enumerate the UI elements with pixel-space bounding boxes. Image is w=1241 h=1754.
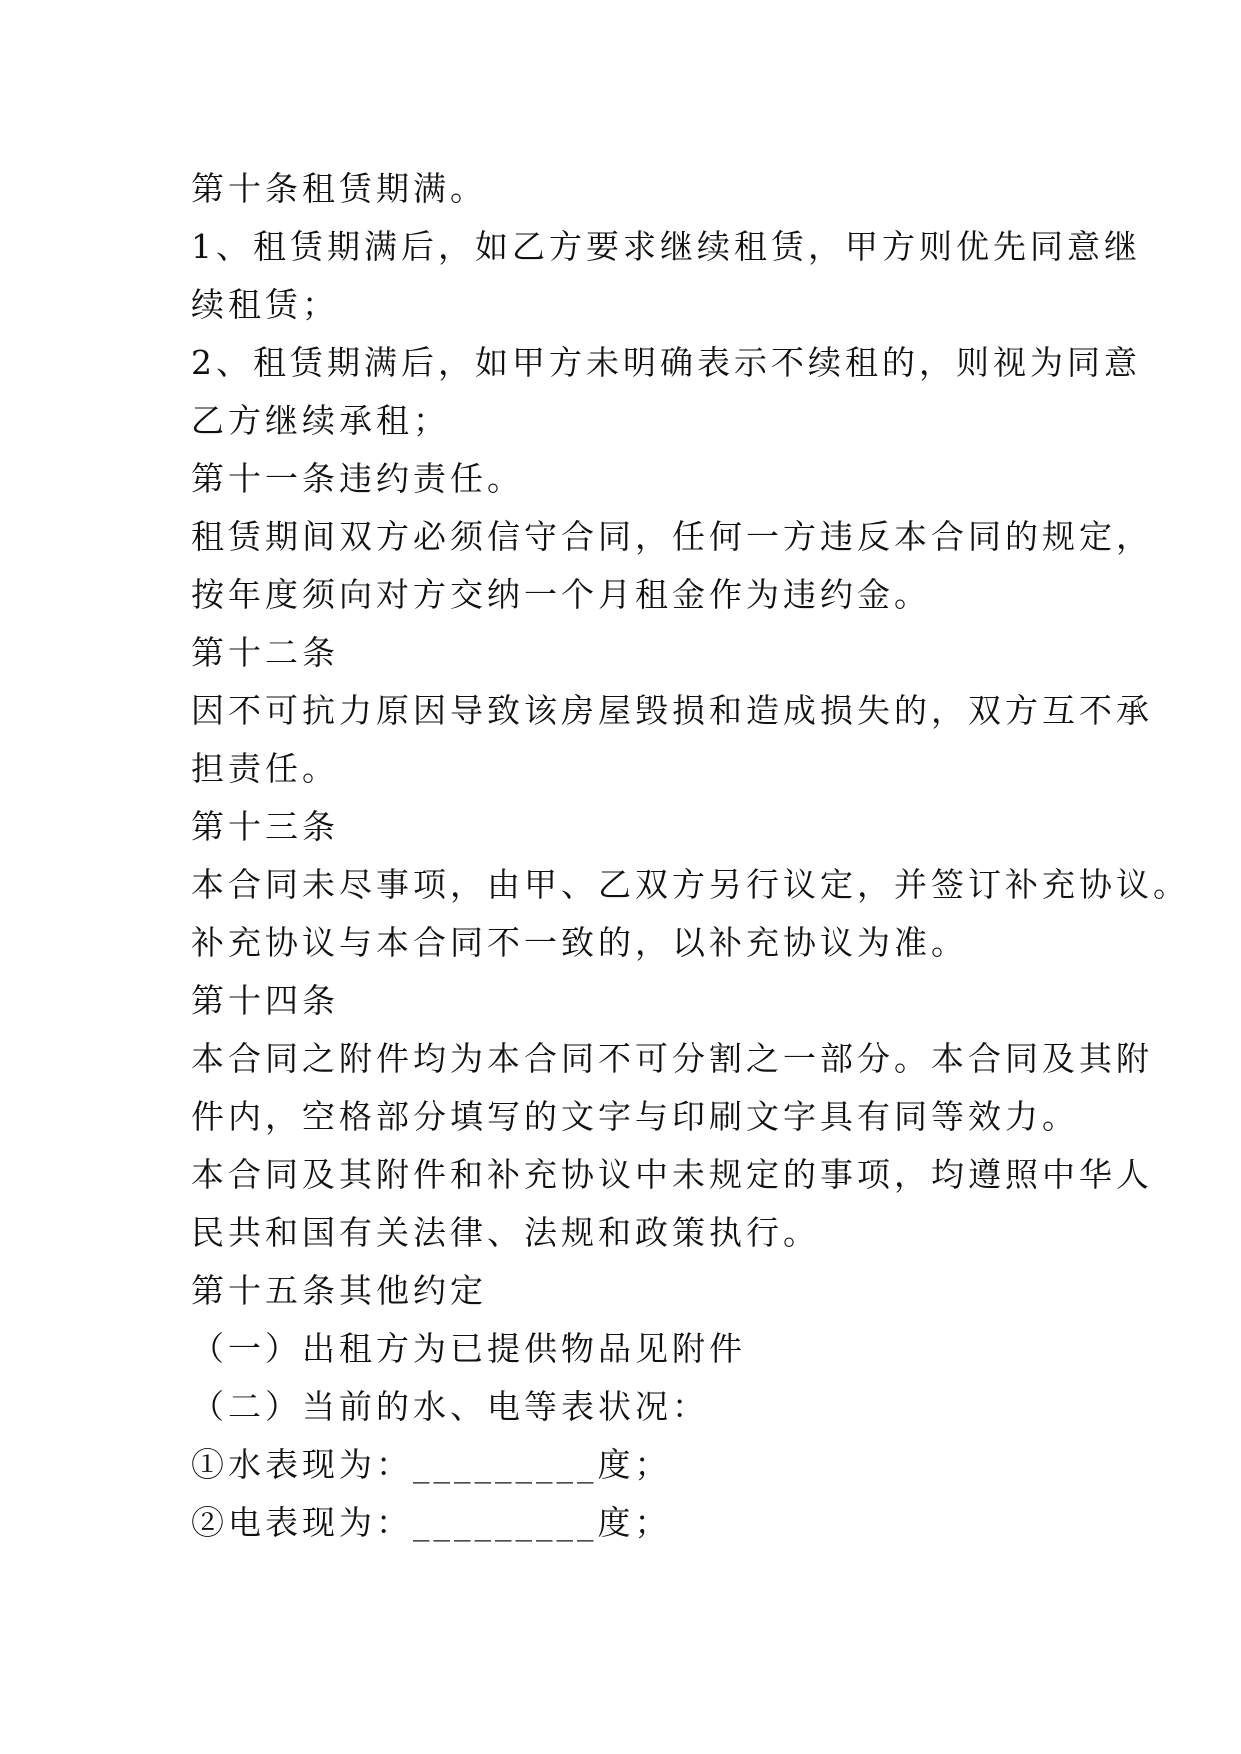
paragraph-line: 本合同及其附件和补充协议中未规定的事项，均遵照中华人 <box>191 1155 1153 1194</box>
paragraph-line: 租赁期间双方必须信守合同，任何一方违反本合同的规定， <box>191 517 1153 556</box>
paragraph-line: 乙方继续承租； <box>191 401 450 440</box>
paragraph-line: 件内，空格部分填写的文字与印刷文字具有同等效力。 <box>191 1097 1079 1136</box>
paragraph-line: 本合同之附件均为本合同不可分割之一部分。本合同及其附 <box>191 1039 1153 1078</box>
article-heading: 第十五条其他约定 <box>191 1271 487 1310</box>
paragraph-line: 担责任。 <box>191 749 339 788</box>
article-heading: 第十二条 <box>191 633 339 672</box>
paragraph-line: 1、租赁期满后，如乙方要求继续租赁，甲方则优先同意继 <box>191 227 1141 266</box>
water-meter-field: ①水表现为：_________度； <box>191 1445 672 1484</box>
electric-meter-field: ②电表现为：_________度； <box>191 1503 672 1542</box>
document-body <box>191 160 1190 1552</box>
paragraph-line: 2、租赁期满后，如甲方未明确表示不续租的，则视为同意 <box>191 343 1141 382</box>
paragraph-line: 本合同未尽事项，由甲、乙双方另行议定，并签订补充协议。 <box>191 865 1190 904</box>
article-heading: 第十一条违约责任。 <box>191 459 524 498</box>
article-heading: 第十三条 <box>191 807 339 846</box>
article-heading: 第十四条 <box>191 981 339 1020</box>
paragraph-line: 补充协议与本合同不一致的，以补充协议为准。 <box>191 923 968 962</box>
paragraph-line: 续租赁； <box>191 285 339 324</box>
paragraph-line: 民共和国有关法律、法规和政策执行。 <box>191 1213 820 1252</box>
paragraph-line: 因不可抗力原因导致该房屋毁损和造成损失的，双方互不承 <box>191 691 1153 730</box>
list-item: （二）当前的水、电等表状况： <box>191 1387 709 1426</box>
paragraph-line: 按年度须向对方交纳一个月租金作为违约金。 <box>191 575 931 614</box>
list-item: （一）出租方为已提供物品见附件 <box>191 1329 746 1368</box>
article-heading: 第十条租赁期满。 <box>191 169 487 208</box>
